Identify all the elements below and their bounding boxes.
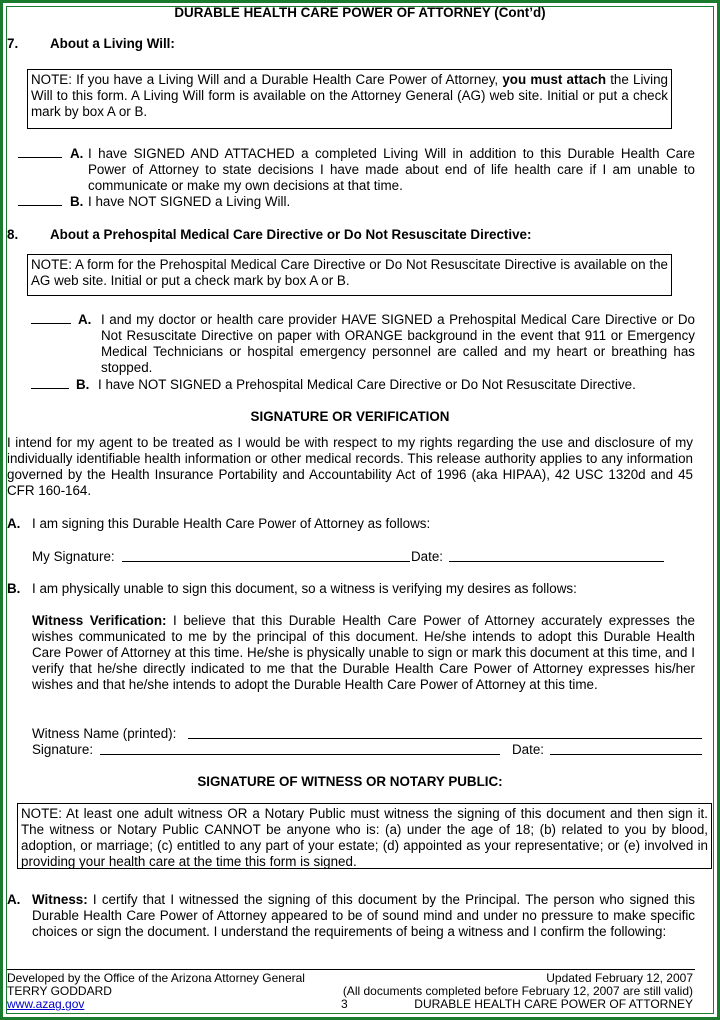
section-8-b-text: I have NOT SIGNED a Prehospital Medical Care Directive or Do Not Resuscitate Directive. <box>98 377 636 392</box>
section-8-note-box: NOTE: A form for the Prehospital Medical Care Directive or Do Not Resuscitate Directive is available on the AG web site. Initial or put a check mark by box A or B. <box>27 254 672 296</box>
section-7-title: About a Living Will: <box>50 36 175 51</box>
section-7-note-bold: you must attach <box>502 72 606 87</box>
section-7-note-post: the Living Will to this form. A Living Will form is available on the Attorney General (AG) web site. Initial or put a check mark by box A or B. <box>31 72 668 119</box>
witness-signature-label: Signature: <box>32 742 94 757</box>
section-7-note-pre: NOTE: If you have a Living Will and a Durable Health Care Power of Attorney, <box>31 72 503 87</box>
signature-a-label: A. <box>7 516 21 531</box>
section-7-b-text: I have NOT SIGNED a Living Will. <box>88 194 291 209</box>
witness-date-label: Date: <box>512 742 545 757</box>
section-8-a-initial-field[interactable] <box>31 312 71 324</box>
witness-note-box <box>17 803 712 869</box>
footer-developer: Developed by the Office of the Arizona Attorney General <box>7 971 305 985</box>
witness-date-field[interactable] <box>550 741 702 755</box>
signature-intro: I intend for my agent to be treated as I would be with respect to my rights regarding the use and disclosure of my individually identifiable health information or other medical records. This release authority applies to any information governed by the Health Insurance Portability and Accountability Act of 1996 (aka HIPAA), 42 USC 1320d and 45 CFR 160-164. <box>7 435 693 498</box>
signature-b-label: B. <box>7 581 21 596</box>
witness-verification-paragraph <box>32 613 695 693</box>
witness-note-label: NOTE <box>21 806 59 821</box>
section-8-number: 8. <box>7 227 19 242</box>
witness-notary-heading: SIGNATURE OF WITNESS OR NOTARY PUBLIC: <box>197 774 503 789</box>
section-7-b-initial-field[interactable] <box>18 194 62 206</box>
section-8-b-label: B. <box>76 377 90 392</box>
footer-validity-note: (All documents completed before February 12, 2007 are still valid) <box>342 984 693 998</box>
signature-a-text: I am signing this Durable Health Care Power of Attorney as follows: <box>32 516 431 531</box>
section-7-b-label: B. <box>70 194 84 209</box>
my-signature-label: My Signature: <box>32 549 115 564</box>
section-8-a-text: I and my doctor or health care provider HAVE SIGNED a Prehospital Medical Care Directive or Do Not Resuscitate Directive on paper with ORANGE background in the event that 911 or Emergency Medical Technicians or hospital emergency personnel are called and my heart or breathing has stopped. <box>101 312 695 375</box>
section-8-b-initial-field[interactable] <box>31 377 69 389</box>
page-title: DURABLE HEALTH CARE POWER OF ATTORNEY (Cont’d) <box>174 5 546 20</box>
witness-a-label: A. <box>7 892 21 907</box>
my-signature-field[interactable] <box>122 548 410 562</box>
witness-verification-label: Witness Verification: <box>32 613 167 628</box>
witness-name-field[interactable] <box>188 725 702 739</box>
section-7-note-box <box>27 69 672 129</box>
footer-page-number: 3 <box>341 997 348 1011</box>
section-7-number: 7. <box>7 36 19 51</box>
witness-verification-text: I believe that this Durable Health Care Power of Attorney accurately expresses the wishes communicated to me by the principal of this document. He/she intends to adopt this Durable Health Care Power of Attorney at this time. He/she is physically unable to sign or mark this document at this time, and I verify that he/she directly indicated to me that the Durable Health Care Power of Attorney expresses his/her wishes and that he/she intends to adopt the Durable Health Care Power of Attorney at this time. <box>32 613 695 692</box>
witness-certification-text: I certify that I witnessed the signing of this document by the Principal. The person who signed this Durable Health Care Power of Attorney appeared to be of sound mind and under no pressure to make specific choices or sign the document. I understand the requirements of being a witness and I confirm the following: <box>32 892 695 939</box>
section-7-a-text: I have SIGNED AND ATTACHED a completed Living Will in addition to this Durable Health Care Power of Attorney to state decisions I have made about end of life health care if I am unable to communicate or make my own decisions at that time. <box>88 146 695 193</box>
my-signature-date-label: Date: <box>411 549 444 564</box>
footer-divider <box>7 969 695 970</box>
footer-document-title: DURABLE HEALTH CARE POWER OF ATTORNEY <box>414 997 693 1011</box>
footer-website-link[interactable]: www.azag.gov <box>7 997 85 1011</box>
section-8-a-label: A. <box>78 312 92 327</box>
witness-certification-paragraph <box>32 892 695 940</box>
section-7-a-initial-field[interactable] <box>18 146 62 158</box>
footer-attorney-name: TERRY GODDARD <box>7 984 112 998</box>
witness-note-text: : At least one adult witness OR a Notary Public must witness the signing of this document and then sign it. The witness or Notary Public CANNOT be anyone who is: (a) under the age of 18; (b) related to you by blood, adoption, or marriage; (c) entitled to any part of your estate; (d) appointed as your representative; or (e) involved in providing your health care at the time this form is signed. <box>21 806 708 869</box>
section-7-a-label: A. <box>70 146 84 161</box>
signature-b-text: I am physically unable to sign this document, so a witness is verifying my desires as follows: <box>32 581 577 596</box>
witness-name-label: Witness Name (printed): <box>32 726 177 741</box>
signature-heading: SIGNATURE OR VERIFICATION <box>250 409 450 424</box>
section-8-title: About a Prehospital Medical Care Directive or Do Not Resuscitate Directive: <box>50 227 532 242</box>
footer-updated: Updated February 12, 2007 <box>546 971 693 985</box>
witness-label: Witness: <box>32 892 88 907</box>
witness-signature-field[interactable] <box>100 741 500 755</box>
my-signature-date-field[interactable] <box>449 548 664 562</box>
